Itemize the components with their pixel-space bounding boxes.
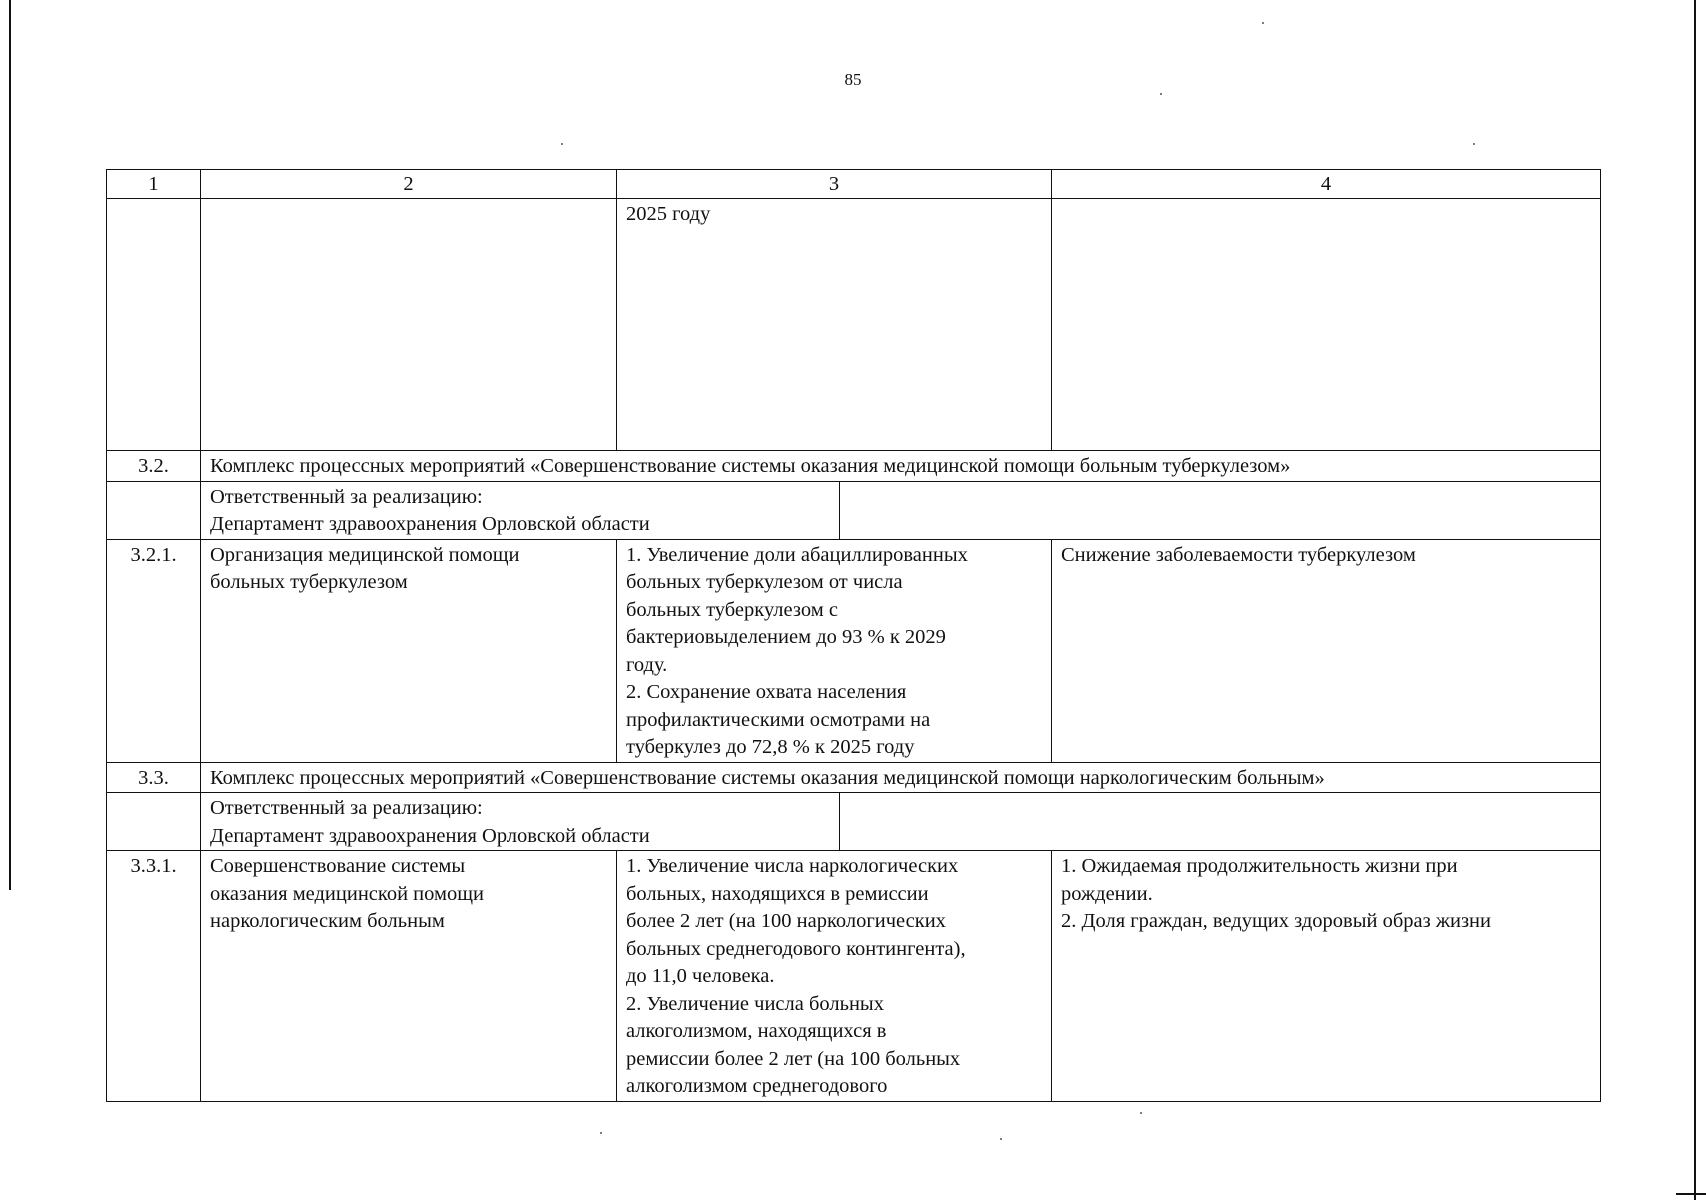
section-row-3-3 [107, 762, 1601, 793]
scan-speck [600, 1132, 602, 1134]
column-number-4: 4 [1052, 170, 1601, 199]
measure-effects: 1. Увеличение числа наркологических больных, находящихся в ремиссии более 2 лет (на 100 наркологических больных среднегодового контингента), до 11,0 человека. 2. Увеличение числа больных алкоголизмом, находящихся в ремиссии более 2 лет (на 100 больных алкоголизмом среднегодового [617, 851, 1052, 1102]
continuation-effects-cell: 2025 году [617, 199, 1052, 451]
continuation-cell-1 [107, 199, 201, 451]
measure-indicators: 1. Ожидаемая продолжительность жизни при рождении. 2. Доля граждан, ведущих здоровый образ жизни [1052, 851, 1601, 1102]
scan-speck [1473, 143, 1475, 145]
responsible-row-3-2 [107, 481, 1601, 539]
responsible-empty-cell [840, 482, 1600, 539]
column-number-1: 1 [107, 170, 201, 199]
responsible-number-cell [107, 793, 201, 851]
measures-table [106, 169, 1601, 1102]
scan-speck [1000, 1138, 1002, 1140]
continuation-cell-2 [201, 199, 617, 451]
scan-margin-line-right [1694, 0, 1696, 1200]
scan-speck [1160, 93, 1162, 95]
scan-margin-line-left [9, 0, 11, 890]
responsible-row-3-3 [107, 793, 1601, 851]
continuation-cell-4 [1052, 199, 1601, 451]
measure-task: Организация медицинской помощи больных туберкулезом [201, 539, 617, 762]
responsible-cell [201, 481, 1601, 539]
scan-speck [1140, 1112, 1142, 1114]
section-number: 3.3. [107, 762, 201, 793]
section-title: Комплекс процессных мероприятий «Совершенствование системы оказания медицинской помощи наркологическим больным» [201, 762, 1601, 793]
section-row-3-2 [107, 451, 1601, 482]
responsible-text: Ответственный за реализацию: Департамент здравоохранения Орловской области [201, 793, 840, 850]
measure-number: 3.3.1. [107, 851, 201, 1102]
scan-speck [1262, 22, 1264, 24]
section-number: 3.2. [107, 451, 201, 482]
scan-margin-line-bottom [1676, 1193, 1706, 1195]
measure-effects: 1. Увеличение доли абациллированных больных туберкулезом от числа больных туберкулезом с бактериовыделением до 93 % к 2029 году. 2. Сохранение охвата населения профилактическими осмотрами на туберкулез до 72,8 % к 2025 году [617, 539, 1052, 762]
column-number-row [107, 170, 1601, 199]
column-number-3: 3 [617, 170, 1052, 199]
responsible-number-cell [107, 481, 201, 539]
continuation-row [107, 199, 1601, 451]
responsible-empty-cell [840, 793, 1600, 850]
measure-indicators: Снижение заболеваемости туберкулезом [1052, 539, 1601, 762]
measure-row-3-2-1 [107, 539, 1601, 762]
responsible-cell [201, 793, 1601, 851]
measure-row-3-3-1 [107, 851, 1601, 1102]
scan-speck [561, 143, 563, 145]
section-title: Комплекс процессных мероприятий «Совершенствование системы оказания медицинской помощи больным туберкулезом» [201, 451, 1601, 482]
measure-number: 3.2.1. [107, 539, 201, 762]
responsible-text: Ответственный за реализацию: Департамент здравоохранения Орловской области [201, 482, 840, 539]
column-number-2: 2 [201, 170, 617, 199]
measure-task: Совершенствование системы оказания медицинской помощи наркологическим больным [201, 851, 617, 1102]
page-number: 85 [844, 70, 862, 89]
